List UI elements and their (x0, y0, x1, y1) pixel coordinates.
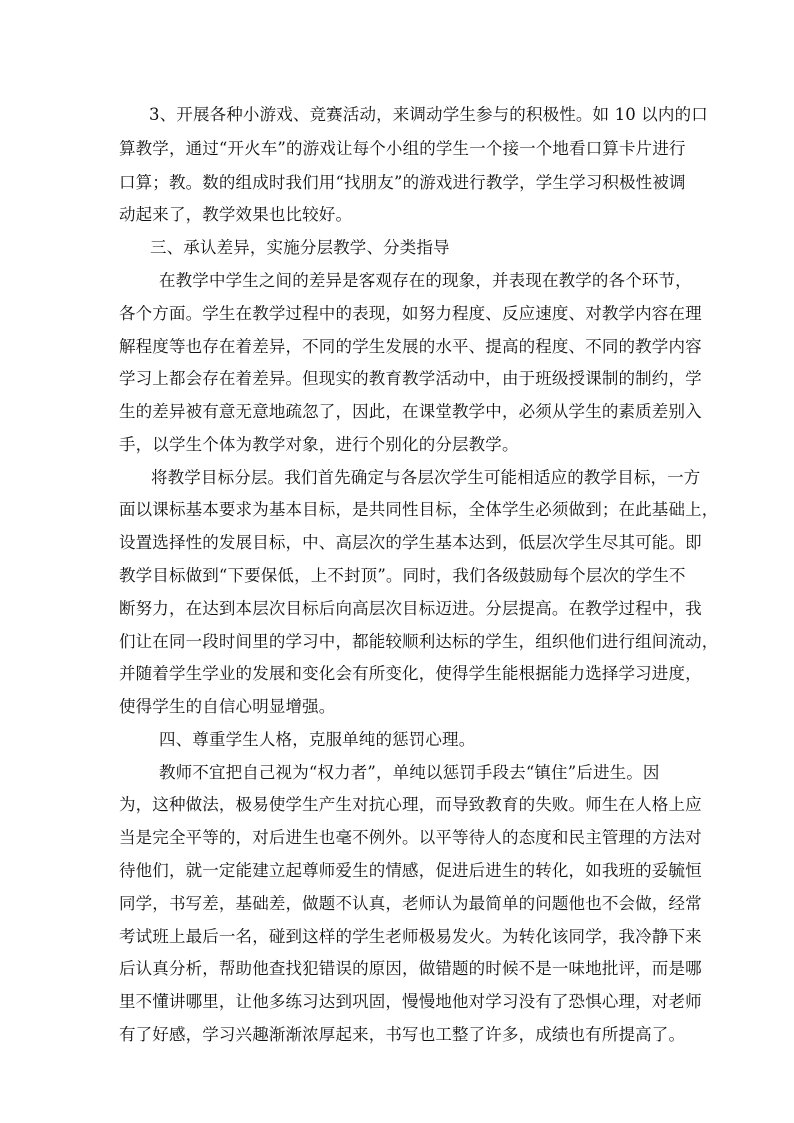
text-line: 当是完全平等的，对后进生也毫不例外。以平等待人的态度和民主管理的方法对 (119, 828, 702, 847)
text-line: 面以课标基本要求为基本目标，是共同性目标，全体学生必须做到；在此基础上， (119, 500, 719, 519)
text-line: 并随着学生学业的发展和变化会有所变化，使得学生能根据能力选择学习进度， (119, 664, 702, 683)
text-line: 解程度等也存在着差异，不同的学生发展的水平、提高的程度、不同的教学内容 (119, 337, 702, 356)
text-line: 有了好感，学习兴趣渐渐浓厚起来，书写也工整了许多，成绩也有所提高了。 (119, 1025, 686, 1044)
text-line: 使得学生的自信心明显增强。 (119, 697, 336, 716)
text-line: 们让在同一段时间里的学习中，都能较顺利达标的学生，组织他们进行组间流动， (119, 632, 719, 651)
text-line: 手，以学生个体为教学对象，进行个别化的分层教学。 (119, 435, 519, 454)
text-line: 设置选择性的发展目标，中、高层次的学生基本达到，低层次学生尽其可能。即 (119, 533, 702, 552)
text-line: 考试班上最后一名，碰到这样的学生老师极易发火。为转化该同学，我冷静下来 (119, 927, 702, 946)
text-line: 教学目标做到“下要保低，上不封顶”。同时，我们各级鼓励每个层次的学生不 (119, 566, 686, 585)
text-line: 后认真分析，帮助他查找犯错误的原因，做错题的时候不是一味地批评，而是哪 (119, 959, 702, 978)
text-line: 教师不宜把自己视为“权力者”，单纯以惩罚手段去“镇住”后进生。因 (159, 763, 660, 782)
text-line: 将教学目标分层。我们首先确定与各层次学生可能相适应的教学目标，一方 (151, 468, 701, 487)
text-line: 里不懂讲哪里，让他多练习达到巩固，慢慢地他对学习没有了恐惧心理，对老师 (119, 992, 702, 1011)
text-line: 各个方面。学生在教学过程中的表现，如努力程度、反应速度、对教学内容在理 (119, 304, 702, 323)
text-line: 动起来了，教学效果也比较好。 (119, 205, 353, 224)
text-line: 生的差异被有意无意地疏忽了，因此，在课堂教学中，必须从学生的素质差别入 (119, 402, 702, 421)
text-line: 待他们，就一定能建立起尊师爱生的情感，促进后进生的转化，如我班的妥毓恒 (119, 861, 702, 880)
text-line: 断努力，在达到本层次目标后向高层次目标迈进。分层提高。在教学过程中，我 (119, 599, 702, 618)
section-heading: 四、尊重学生人格，克服单纯的惩罚心理。 (159, 730, 476, 749)
text-line: 3、开展各种小游戏、竞赛活动，来调动学生参与的积极性。如 10 以内的口 (149, 105, 708, 124)
text-line: 口算；教。数的组成时我们用“找朋友”的游戏进行教学，学生学习积极性被调 (119, 173, 686, 192)
text-line: 在教学中学生之间的差异是客观存在的现象，并表现在教学的各个环节， (159, 271, 692, 290)
text-line: 同学，书写差，基础差，做题不认真，老师认为最简单的问题他也不会做，经常 (119, 894, 702, 913)
text-line: 算教学，通过“开火车”的游戏让每个小组的学生一个接一个地看口算卡片进行 (119, 139, 686, 158)
section-heading: 三、承认差异，实施分层教学、分类指导 (150, 238, 450, 257)
text-line: 为，这种做法，极易使学生产生对抗心理，而导致教育的失败。师生在人格上应 (119, 795, 702, 814)
text-line: 学习上都会存在着差异。但现实的教育教学活动中，由于班级授课制的制约，学 (119, 369, 702, 388)
